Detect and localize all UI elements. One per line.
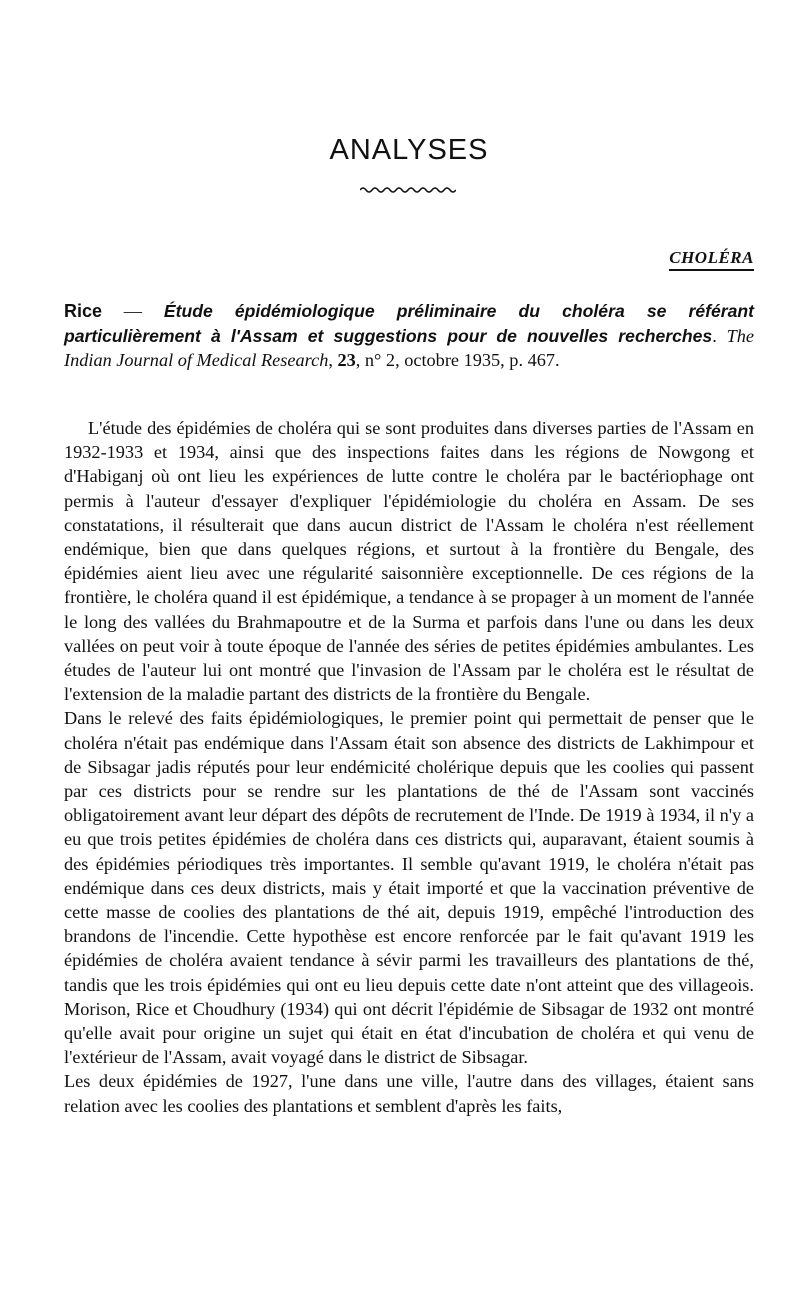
paragraph-1: L'étude des épidémies de choléra qui se sont produites dans diverses parties de l'Assam en 1932-1933 et 1934, ainsi que des inspections faites dans les régions de Nowgong et d'Habiganj où ont lieu les expériences de lutte contre le choléra par le bactériophage ont permis à l'auteur d'essayer d'expliquer l'épidémiologie du choléra en Assam. De ses constatations, il résulterait que dans aucun district de l'Assam le choléra n'est réellement endémique, bien que dans quelques régions, et surtout à la frontière du Bengale, des épidémies aient lieu avec une régularité saisonnière exceptionnelle. De ces régions de la frontière, le choléra quand il est épidémique, a tendance à se propager à un moment de l'année le long des vallées du Brahmapoutre et de la Surma et parfois dans l'une ou dans les deux vallées on peut voir à toute époque de l'année des séries de petites épidémies ambulantes. Les études de l'auteur lui ont montré que l'invasion de l'Assam par le choléra est le résultat de l'extension de la maladie partant des districts de la frontière du Bengale.	[64, 418, 754, 705]
citation-title: Étude épidémiologique préliminaire du choléra se référant particulièrement à l'Assam et suggestions pour de nouvelles recherches	[64, 301, 754, 346]
paragraph-3: Les deux épidémies de 1927, l'une dans une ville, l'autre dans des villages, étaient sans relation avec les coolies des plantations et semblent d'après les faits,	[64, 1071, 754, 1116]
wavy-ornament-icon	[360, 186, 456, 194]
page-title: ANALYSES	[329, 134, 489, 166]
citation-period: .	[712, 325, 727, 346]
citation-journal: The Indian Journal of Medical Research	[64, 325, 754, 370]
citation-comma: ,	[328, 350, 338, 370]
citation	[64, 299, 754, 373]
section-heading: CHOLÉRA	[669, 248, 754, 271]
citation-dash: —	[102, 301, 164, 321]
paragraph-2: Dans le relevé des faits épidémiologiques, le premier point qui permettait de penser que le choléra n'était pas endémique dans l'Assam était son absence des districts de Lakhimpour et de Sibsagar jadis réputés pour leur endémicité cholérique depuis que les coolies qui passent par ces districts pour se rendre sur les plantations de thé de l'Assam sont vaccinés obligatoirement avant leur départ des dépôts de recrutement de l'Inde. De 1919 à 1934, il n'y a eu que trois petites épidémies de choléra dans ces districts qui, auparavant, étaient soumis à des épidémies périodiques très importantes. Il semble qu'avant 1919, le choléra n'était pas endémique dans ces deux districts, mais y était importé et que la vaccination préventive de cette masse de coolies des plantations de thé ait, depuis 1919, empêché l'introduction des brandons de l'incendie. Cette hypothèse est encore renforcée par le fait qu'avant 1919 les épidémies de choléra avaient tendance à sévir parmi les travailleurs des plantations de thé, tandis que les trois épidémies qui ont eu lieu depuis cette date n'ont atteint que des villageois. Morison, Rice et Choudhury (1934) qui ont décrit l'épidémie de Sibsagar de 1932 ont montré qu'elle avait pour origine un sujet qui était en état d'incubation de choléra et qui venu de l'extérieur de l'Assam, avait voyagé dans le district de Sibsagar.	[64, 708, 754, 1068]
article-body	[64, 416, 754, 1118]
citation-author: Rice	[64, 301, 103, 321]
citation-volume: 23	[337, 350, 356, 370]
citation-issue: , n° 2, octobre 1935, p. 467.	[355, 350, 560, 370]
